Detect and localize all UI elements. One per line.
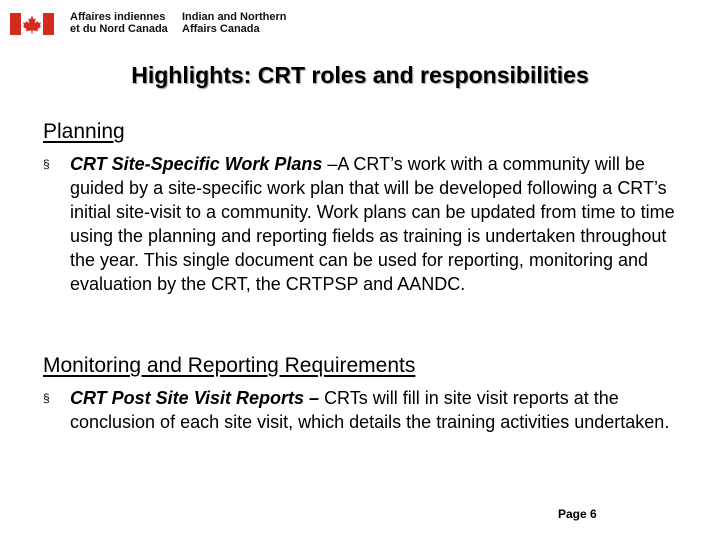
department-name-english <box>182 11 322 35</box>
planning-heading: Planning <box>43 120 125 143</box>
slide-title: Highlights: CRT roles and responsibilities <box>131 62 589 88</box>
department-name-english-line1: Indian and Northern <box>182 11 287 23</box>
post-visit-reports-paragraph <box>70 386 680 434</box>
work-plans-body: –A CRT’s work with a community will be guided by a site-specific work plan that will be developed following a CRT’s initial site-visit to a community. Work plans can be updated from time to time using the planning and reporting fields as training is undertaken throughout the year. This single document can be used for reporting, monitoring and evaluation by the CRT, the CRTPSP and AANDC. <box>70 154 675 294</box>
department-name-french-line1: Affaires indiennes <box>70 11 166 23</box>
monitoring-heading: Monitoring and Reporting Requirements <box>43 354 416 377</box>
bullet-marker: § <box>43 157 50 171</box>
bullet-marker: § <box>43 391 50 405</box>
department-name-english-line2: Affairs Canada <box>182 23 260 35</box>
work-plans-paragraph <box>70 152 680 296</box>
post-visit-reports-body: CRTs will fill in site visit reports at the conclusion of each site visit, which details the training activities undertaken. <box>70 388 670 432</box>
department-name-french <box>70 11 190 35</box>
department-name-french-line2: et du Nord Canada <box>70 23 168 35</box>
post-visit-reports-term: CRT Post Site Visit Reports – <box>70 388 325 408</box>
page-number: Page 6 <box>558 507 597 521</box>
canada-flag-icon <box>10 13 54 35</box>
work-plans-term: CRT Site-Specific Work Plans <box>70 154 328 174</box>
